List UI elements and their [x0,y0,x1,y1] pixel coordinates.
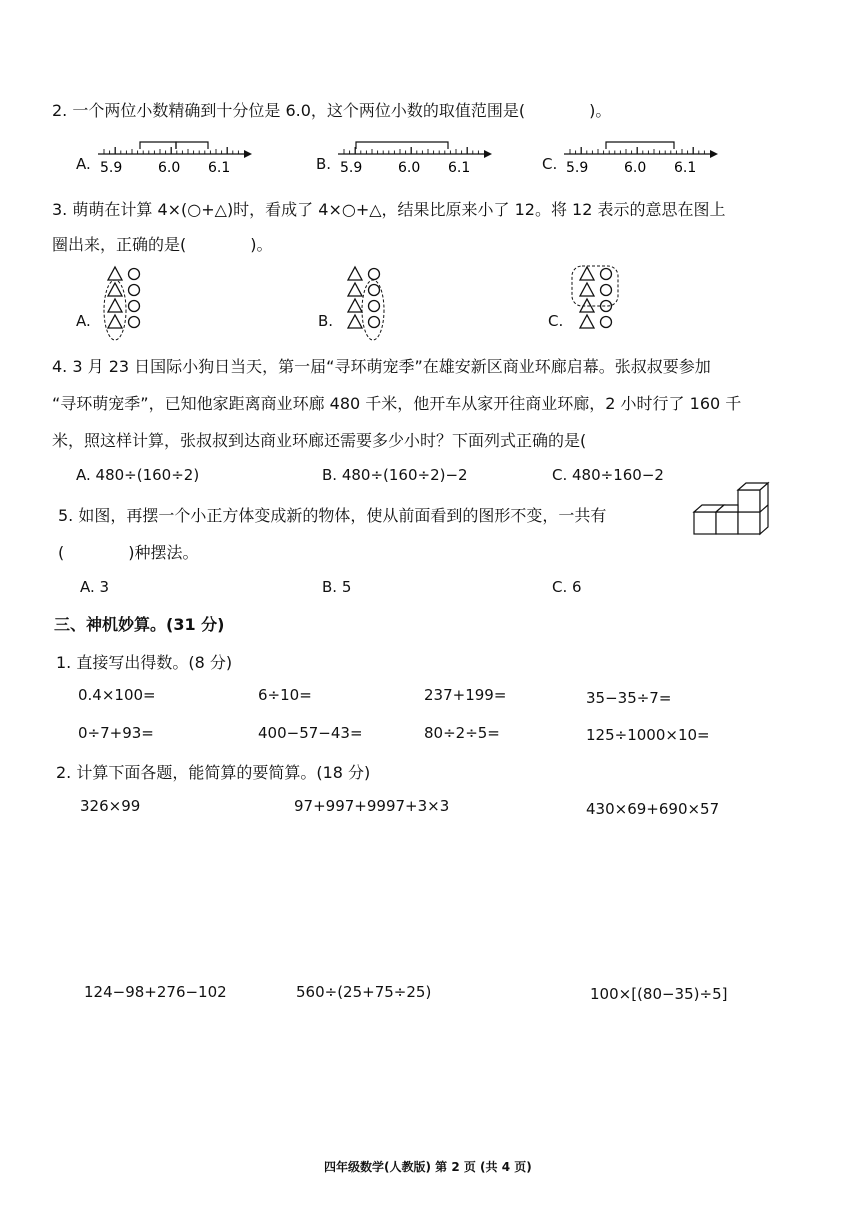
triangle-shape [108,267,122,280]
calc-item: 430×69+690×57 [586,800,720,818]
q4-line3: 米，照这样计算，张叔叔到达商业环廊还需要多少小时？下面列式正确的是( [52,431,587,450]
circle-shape [369,285,380,296]
cube-front [716,512,738,534]
q2-option-c-label: C. [542,155,558,173]
cube-front [738,490,760,512]
q4-option-a: A. 480÷(160÷2) [76,466,200,484]
q5-line2: ( )种摆法。 [58,543,199,562]
section3-part2-title: 2. 计算下面各题，能简算的要简算。(18 分) [56,763,371,782]
triangle-shape [580,283,594,296]
tick-label-5-9: 5.9 [100,160,123,176]
q4-option-b: B. 480÷(160÷2)−2 [322,466,468,484]
triangle-shape [348,315,362,328]
tick-label-6-1: 6.1 [448,160,471,176]
tick-label-6-0: 6.0 [158,160,181,176]
calc-item: 124−98+276−102 [84,983,227,1001]
calc-item: 0.4×100= [78,686,156,704]
q5-option-a: A. 3 [80,578,110,596]
q2-option-a-label: A. [76,155,91,173]
q2-option-b-label: B. [316,155,332,173]
q3-line2: 圈出来，正确的是( )。 [52,235,273,254]
cube-front [738,512,760,534]
tick-label-5-9: 5.9 [566,160,589,176]
tick-label-6-1: 6.1 [208,160,231,176]
tick-label-6-1: 6.1 [674,160,697,176]
q3-line1: 3. 萌萌在计算 4×(○+△)时，看成了 4×○+△，结果比原来小了 12。将 12 表示的意思在图上 [52,200,726,219]
circle-shape [601,269,612,280]
circle-shape [129,301,140,312]
calc-item: 560÷(25+75÷25) [296,983,432,1001]
calc-item: 6÷10= [258,686,312,704]
calc-item: 326×99 [80,797,141,815]
q2-text: 2. 一个两位小数精确到十分位是 6.0，这个两位小数的取值范围是( )。 [52,101,612,120]
triangle-shape [580,267,594,280]
q4-line1: 4. 3 月 23 日国际小狗日当天，第一届“寻环萌宠季”在雄安新区商业环廊启幕。张叔叔要参加 [52,357,711,376]
dashed-circle-mark [104,280,126,340]
tick-label-5-9: 5.9 [340,160,363,176]
number-line-ticks [344,147,478,154]
circle-shape [601,285,612,296]
triangle-shape [348,283,362,296]
tick-label-6-0: 6.0 [624,160,647,176]
calc-item: 125÷1000×10= [586,726,710,744]
circle-shape [369,269,380,280]
q4-option-c: C. 480÷160−2 [552,466,664,484]
q5-option-b: B. 5 [322,578,352,596]
q4-line2: “寻环萌宠季”，已知他家距离商业环廊 480 千米，他开车从家开往商业环廊，2 小时行了 160 千 [52,394,742,413]
circle-shape [129,285,140,296]
triangle-shape [108,315,122,328]
q5-cube-figure [690,478,774,542]
cube-front [694,512,716,534]
circle-shape [129,269,140,280]
q3-option-c-label: C. [548,312,564,330]
q3-option-c-figure [568,262,628,342]
section3-title: 三、神机妙算。(31 分) [54,615,225,634]
q3-option-b-figure [336,262,396,342]
triangle-circle-rows [348,267,380,328]
q2-option-b-number-line [336,134,496,178]
triangle-shape [348,299,362,312]
triangle-shape [108,299,122,312]
circle-shape [129,317,140,328]
section3-part1-title: 1. 直接写出得数。(8 分) [56,653,233,672]
number-line-ticks [104,147,238,154]
q3-option-a-figure [96,262,156,342]
q5-option-c: C. 6 [552,578,582,596]
tick-label-6-0: 6.0 [398,160,421,176]
circle-shape [369,301,380,312]
triangle-shape [580,299,594,312]
q5-line1: 5. 如图，再摆一个小正方体变成新的物体，使从前面看到的图形不变，一共有 [58,506,607,525]
circle-shape [601,317,612,328]
triangle-shape [348,267,362,280]
number-line-ticks [570,147,704,154]
q3-option-b-label: B. [318,312,334,330]
calc-item: 400−57−43= [258,724,363,742]
calc-item: 97+997+9997+3×3 [294,797,450,815]
dashed-circle-mark [362,280,384,340]
calc-item: 35−35÷7= [586,689,672,707]
triangle-circle-rows [108,267,140,328]
triangle-circle-rows [580,267,612,328]
page-footer: 四年级数学(人教版) 第 2 页 (共 4 页) [324,1160,532,1174]
q2-option-c-number-line [562,134,722,178]
triangle-shape [580,315,594,328]
calc-item: 100×[(80−35)÷5] [590,985,728,1003]
q3-option-a-label: A. [76,312,91,330]
triangle-shape [108,283,122,296]
calc-item: 0÷7+93= [78,724,154,742]
circle-shape [369,317,380,328]
calc-item: 237+199= [424,686,507,704]
q2-option-a-number-line [96,134,256,178]
calc-item: 80÷2÷5= [424,724,500,742]
